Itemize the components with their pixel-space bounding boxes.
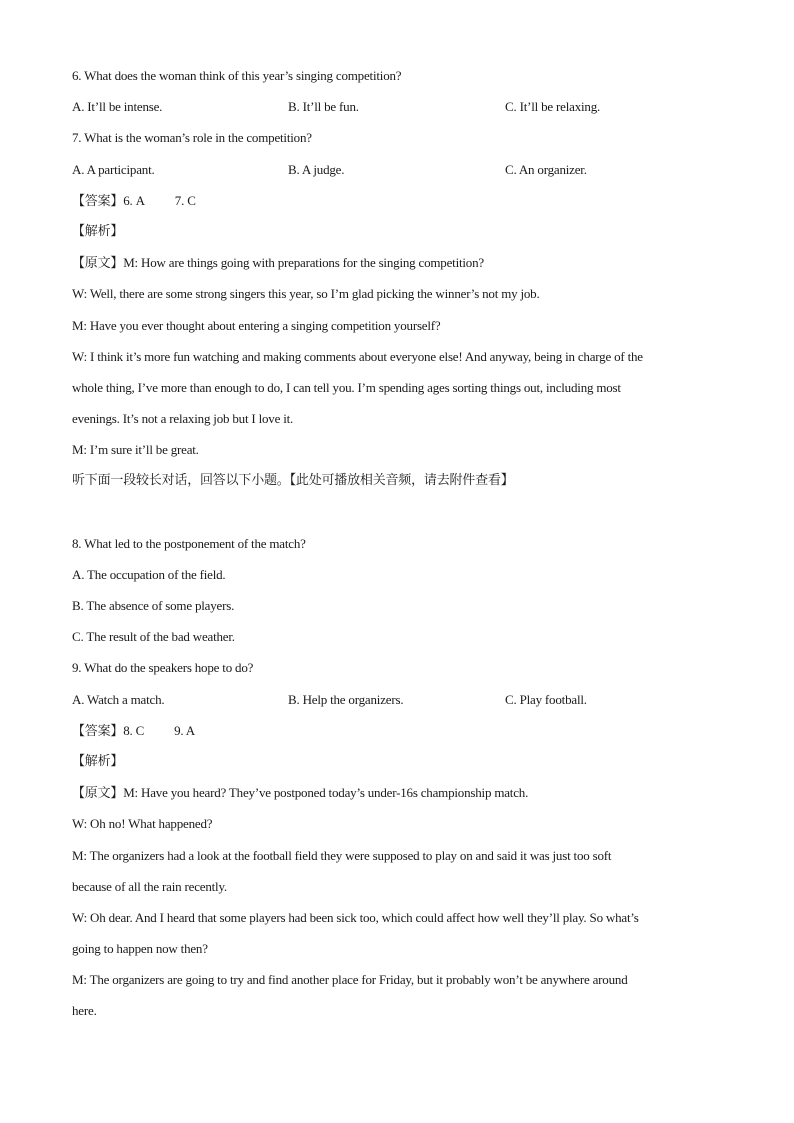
q8-option-a: A. The occupation of the field. — [72, 566, 226, 582]
q9-option-b: B. Help the organizers. — [288, 691, 404, 707]
answer-label: 【答案】 — [72, 723, 124, 739]
analysis-label-2: 【解析】 — [72, 753, 124, 769]
transcript-line-2-7: here. — [72, 1003, 97, 1019]
document-page — [72, 60, 722, 1027]
q6-option-a: A. It’ll be intense. — [72, 99, 163, 115]
question-6-options — [72, 91, 722, 122]
question-9-stem: 9. What do the speakers hope to do? — [72, 660, 254, 676]
q8-option-b: B. The absence of some players. — [72, 598, 235, 613]
transcript-line-2-6: M: The organizers are going to try and find another place for Friday, but it probably won’t be anywhere around — [72, 972, 628, 988]
listening-instruction: 听下面一段较长对话，回答以下小题。【此处可播放相关音频，请去附件查看】 — [72, 473, 514, 489]
spacer — [72, 497, 722, 528]
q7-option-a: A. A participant. — [72, 161, 155, 177]
transcript-line-1-6: M: I’m sure it’ll be great. — [72, 442, 199, 458]
answer-7: 7. C — [174, 192, 196, 208]
answer-8: 8. C — [123, 722, 145, 738]
transcript-line-1-3: W: I think it’s more fun watching and making comments about everyone else! And anyway, being in charge of the — [72, 348, 643, 364]
transcript-line-2-5: going to happen now then? — [72, 941, 208, 957]
answer-line-1 — [72, 185, 722, 216]
answer-6: 6. A — [123, 192, 145, 208]
transcript-line-1-0 — [72, 247, 722, 278]
transcript-label: 【原文】 — [72, 256, 124, 272]
transcript-line-1-4: whole thing, I’ve more than enough to do, I can tell you. I’m spending ages sorting things out, including most — [72, 379, 621, 395]
transcript-line-2-2: M: The organizers had a look at the football field they were supposed to play on and said it was just too soft — [72, 847, 612, 863]
question-6-stem: 6. What does the woman think of this year’s singing competition? — [72, 68, 402, 83]
q9-option-a: A. Watch a match. — [72, 691, 165, 707]
question-7-stem: 7. What is the woman’s role in the competition? — [72, 130, 312, 146]
q8-option-c: C. The result of the bad weather. — [72, 629, 235, 645]
answer-label: 【答案】 — [72, 193, 124, 209]
question-8-stem: 8. What led to the postponement of the match? — [72, 535, 306, 551]
answer-line-2 — [72, 715, 722, 746]
q6-option-c: C. It’ll be relaxing. — [505, 99, 601, 115]
q6-option-b: B. It’ll be fun. — [288, 99, 359, 115]
transcript-line-2-1: W: Oh no! What happened? — [72, 816, 213, 832]
answer-9: 9. A — [174, 722, 195, 738]
transcript-line-1-2: M: Have you ever thought about entering a singing competition yourself? — [72, 317, 441, 333]
question-7-options — [72, 154, 722, 185]
q9-option-c: C. Play football. — [505, 691, 587, 707]
analysis-label-1: 【解析】 — [72, 223, 124, 239]
q7-option-b: B. A judge. — [288, 161, 345, 177]
transcript-text: M: How are things going with preparations for the singing competition? — [123, 255, 484, 271]
transcript-line-1-1: W: Well, there are some strong singers this year, so I’m glad picking the winner’s not my job. — [72, 286, 540, 302]
q7-option-c: C. An organizer. — [505, 161, 587, 177]
transcript-line-2-0 — [72, 777, 722, 808]
transcript-line-1-5: evenings. It’s not a relaxing job but I love it. — [72, 411, 294, 427]
question-9-options — [72, 684, 722, 715]
transcript-line-2-4: W: Oh dear. And I heard that some players had been sick too, which could affect how well they’ll play. So what’s — [72, 909, 639, 925]
transcript-text: M: Have you heard? They’ve postponed today’s under-16s championship match. — [123, 785, 529, 801]
transcript-label: 【原文】 — [72, 786, 124, 802]
transcript-line-2-3: because of all the rain recently. — [72, 878, 227, 894]
